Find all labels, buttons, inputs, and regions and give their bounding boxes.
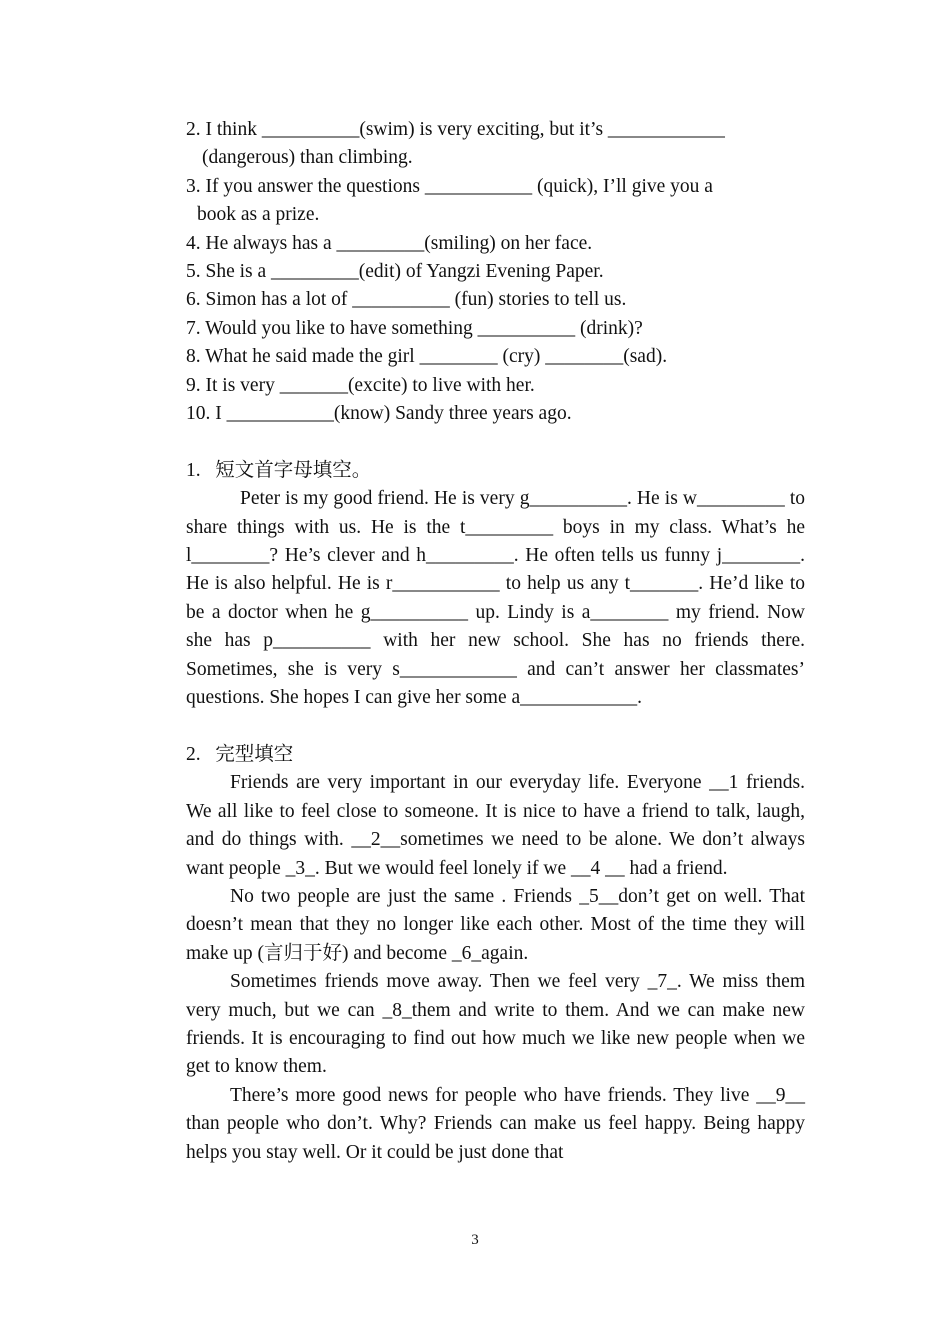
exercise-line-8: 8. What he said made the girl ________ (cry) ________(sad). xyxy=(186,346,668,368)
exercise-line-2-continued: (dangerous) than climbing. xyxy=(202,147,413,169)
document-page xyxy=(186,116,805,1167)
section1-heading: 1. 短文首字母填空。 xyxy=(186,459,372,481)
section2-paragraph-3: Sometimes friends move away. Then we feel very _7_. We miss them very much, but we can _8_them and write to them. And we can make new friends. It is encouraging to find out how much we like new people when we get to know them. xyxy=(186,971,805,1078)
exercise-line-3-continued: book as a prize. xyxy=(197,204,320,226)
section1-paragraph: Peter is my good friend. He is very g__________. He is w_________ to share things with us. He is the t_________ boys in my class. What’s he l________? He’s clever and h_________. He often tells us funny j________. He is also helpful. He is r___________ to help us any t_______. He’d like to be a doctor when he g__________ up. Lindy is a________ my friend. Now she has p__________ with her new school. She has no friends there. Sometimes, she is very s____________ and can’t answer her classmates’ questions. She hopes I can give her some a____________. xyxy=(186,488,805,709)
exercise-line-5: 5. She is a _________(edit) of Yangzi Evening Paper. xyxy=(186,261,604,283)
spacer xyxy=(186,428,805,456)
exercise-line-6: 6. Simon has a lot of __________ (fun) stories to tell us. xyxy=(186,289,627,311)
exercise-line-4: 4. He always has a _________(smiling) on her face. xyxy=(186,232,593,254)
exercise-line-7: 7. Would you like to have something __________ (drink)? xyxy=(186,317,643,339)
spacer xyxy=(186,713,805,741)
page-number: 3 xyxy=(471,1232,479,1248)
section2-paragraph-1: Friends are very important in our everyday life. Everyone __1 friends. We all like to feel close to someone. It is nice to have a friend to talk, laugh, and do things with. __2__sometimes we need to be alone. We don’t always want people _3_. But we would feel lonely if we __4 __ had a friend. xyxy=(186,772,805,879)
exercise-line-3: 3. If you answer the questions ___________ (quick), I’ll give you a xyxy=(186,175,713,197)
exercise-line-2: 2. I think __________(swim) is very exciting, but it’s ____________ xyxy=(186,119,725,140)
section2-heading: 2. 完型填空 xyxy=(186,743,294,765)
exercise-line-10: 10. I ___________(know) Sandy three years ago. xyxy=(186,403,572,425)
section2-paragraph-4: There’s more good news for people who have friends. They live __9__ than people who don’t. Why? Friends can make us feel happy. Being happy helps you stay well. Or it could be just done that xyxy=(186,1084,805,1163)
section2-paragraph-2: No two people are just the same . Friends _5__don’t get on well. That doesn’t mean that they no longer like each other. Most of the time they will make up (言归于好) and become _6_again. xyxy=(186,885,805,964)
exercise-line-9: 9. It is very _______(excite) to live with her. xyxy=(186,374,535,396)
